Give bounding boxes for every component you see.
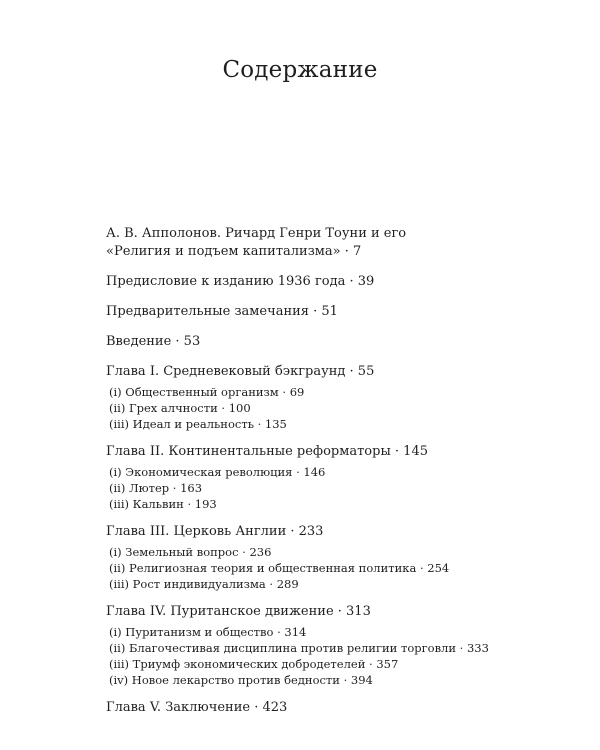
toc-section: (ii) Религиозная теория и общественная политика · 254 [109, 561, 450, 575]
toc-entry-introductory-article-line-2: «Религия и подъем капитализма» · 7 [106, 244, 362, 259]
toc-chapter-2: Глава II. Континентальные реформаторы · 145 [106, 444, 428, 459]
toc-section: (iv) Новое лекарство против бедности · 394 [109, 673, 373, 687]
toc-section: (ii) Лютер · 163 [109, 481, 203, 495]
toc-section: (iii) Рост индивидуализма · 289 [109, 577, 299, 591]
toc-section: (ii) Благочестивая дисциплина против религии торговли · 333 [109, 641, 489, 655]
toc-entry-preliminary-remarks: Предварительные замечания · 51 [106, 304, 338, 319]
toc-chapter-4-sections [106, 624, 546, 688]
toc-section: (ii) Грех алчности · 100 [109, 401, 251, 415]
toc-section: (i) Земельный вопрос · 236 [109, 545, 272, 559]
toc-chapter-1-sections [106, 384, 546, 432]
toc-chapter-5: Глава V. Заключение · 423 [106, 700, 288, 715]
toc-section: (iii) Кальвин · 193 [109, 497, 217, 511]
toc-section: (i) Общественный организм · 69 [109, 385, 305, 399]
toc-chapter-2-sections [106, 464, 546, 512]
toc-entry-introduction: Введение · 53 [106, 334, 201, 349]
toc-section: (i) Пуританизм и общество · 314 [109, 625, 307, 639]
toc-entry-preface-1936: Предисловие к изданию 1936 года · 39 [106, 274, 375, 289]
toc-chapter-1: Глава I. Средневековый бэкграунд · 55 [106, 364, 375, 379]
table-of-contents [106, 225, 546, 717]
toc-chapter-3-sections [106, 544, 546, 592]
page-title: Содержание [222, 57, 378, 83]
toc-entry-introductory-article-line-1: А. В. Апполонов. Ричард Генри Тоуни и его [106, 226, 407, 241]
toc-section: (i) Экономическая революция · 146 [109, 465, 326, 479]
toc-section: (iii) Идеал и реальность · 135 [109, 417, 287, 431]
toc-chapter-4: Глава IV. Пуританское движение · 313 [106, 604, 371, 619]
toc-section: (iii) Триумф экономических добродетелей · 357 [109, 657, 399, 671]
toc-chapter-3: Глава III. Церковь Англии · 233 [106, 524, 324, 539]
